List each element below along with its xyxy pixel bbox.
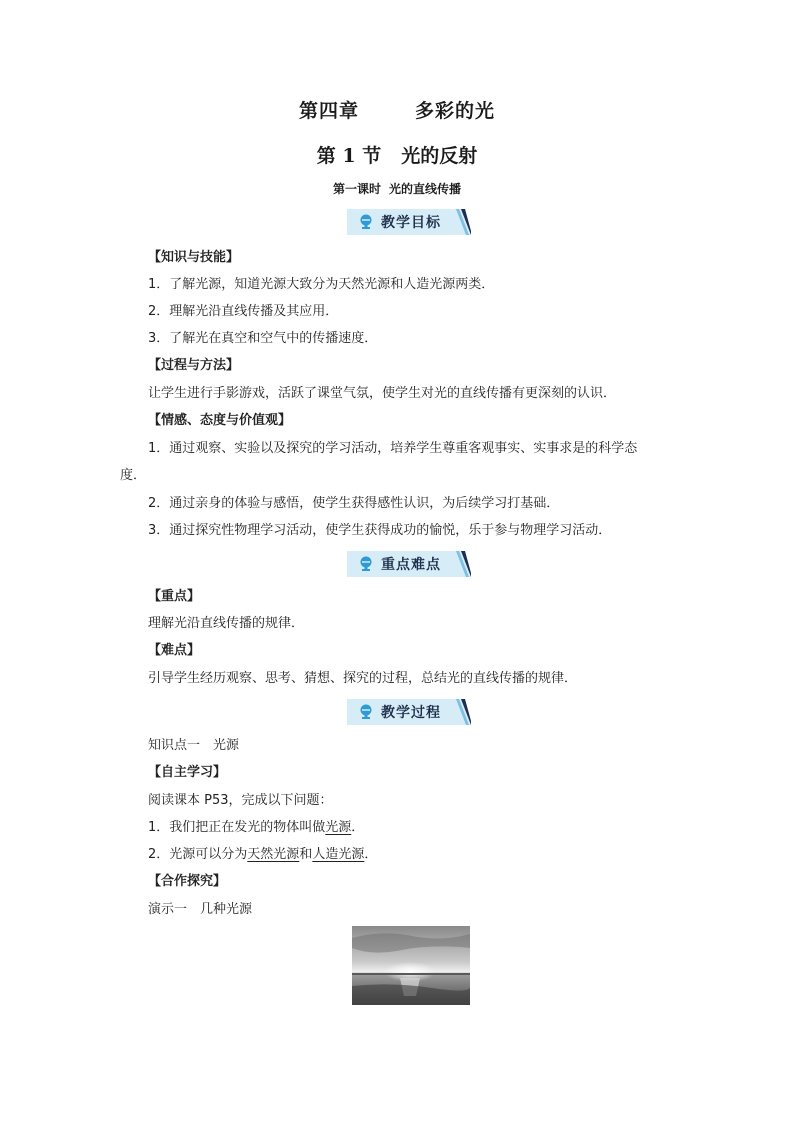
chapter-title (0, 96, 794, 123)
process-banner-label: 教学过程 (381, 705, 441, 721)
question-2-prefix: 2．光源可以分为 (148, 847, 248, 862)
emotion-item-2: 2．通过亲身的体验与感悟，使学生获得感性认识，为后续学习打基础． (148, 496, 560, 511)
key-heading: 【重点】 (148, 589, 201, 604)
self-study-heading: 【自主学习】 (148, 765, 227, 780)
process-method-text: 让学生进行手影游戏，活跃了课堂气氛，使学生对光的直线传播有更深刻的认识． (148, 386, 617, 401)
section-number: 第 1 节 (316, 145, 382, 167)
emotion-heading: 【情感、态度与价值观】 (148, 413, 292, 428)
knowledge-item-2: 2．理解光沿直线传播及其应用． (148, 304, 339, 319)
lesson-title (0, 180, 794, 197)
goals-banner (347, 209, 471, 235)
question-2-suffix: ． (364, 847, 378, 862)
knowledge-heading: 【知识与技能】 (148, 250, 240, 265)
lesson-number: 第一课时 (332, 182, 381, 196)
key-text: 理解光沿直线传播的规律． (148, 616, 305, 631)
question-2-answer-1: 天然光源 (247, 847, 300, 862)
question-1-suffix: ． (351, 820, 365, 835)
question-1-prefix: 1．我们把正在发光的物体叫做 (148, 820, 326, 835)
knowledge-item-1: 1．了解光源，知道光源大致分为天然光源和人造光源两类． (148, 277, 495, 292)
key-points-banner-label: 重点难点 (381, 557, 441, 573)
question-2-mid: 和 (299, 847, 313, 862)
section-title (0, 141, 794, 168)
question-2 (148, 846, 708, 864)
reading-instruction: 阅读课本 P53，完成以下问题： (148, 793, 333, 808)
topic-title: 知识点一 光源 (148, 738, 240, 753)
cooperation-heading: 【合作探究】 (148, 874, 227, 889)
process-banner (347, 699, 471, 725)
sunset-photo (352, 926, 470, 1005)
goals-banner-label: 教学目标 (381, 215, 441, 231)
lesson-name: 光的直线传播 (389, 182, 462, 196)
emotion-item-1-cont: 度． (120, 468, 147, 483)
emotion-item-1: 1．通过观察、实验以及探究的学习活动，培养学生尊重客观事实、实事求是的科学态 (148, 441, 638, 456)
question-1-answer: 光源 (325, 820, 352, 835)
process-method-heading: 【过程与方法】 (148, 358, 240, 373)
question-1 (148, 819, 708, 837)
section-name: 光的反射 (401, 145, 478, 167)
difficult-text: 引导学生经历观察、思考、猜想、探究的过程，总结光的直线传播的规律． (148, 671, 578, 686)
difficult-heading: 【难点】 (148, 643, 201, 658)
demo-title: 演示一 几种光源 (148, 902, 253, 917)
emotion-item-3: 3．通过探究性物理学习活动，使学生获得成功的愉悦，乐于参与物理学习活动． (148, 523, 612, 538)
key-points-banner (347, 551, 471, 577)
chapter-number: 第四章 (298, 100, 359, 122)
knowledge-item-3: 3．了解光在真空和空气中的传播速度． (148, 331, 378, 346)
chapter-name: 多彩的光 (415, 100, 496, 122)
question-2-answer-2: 人造光源 (312, 847, 365, 862)
